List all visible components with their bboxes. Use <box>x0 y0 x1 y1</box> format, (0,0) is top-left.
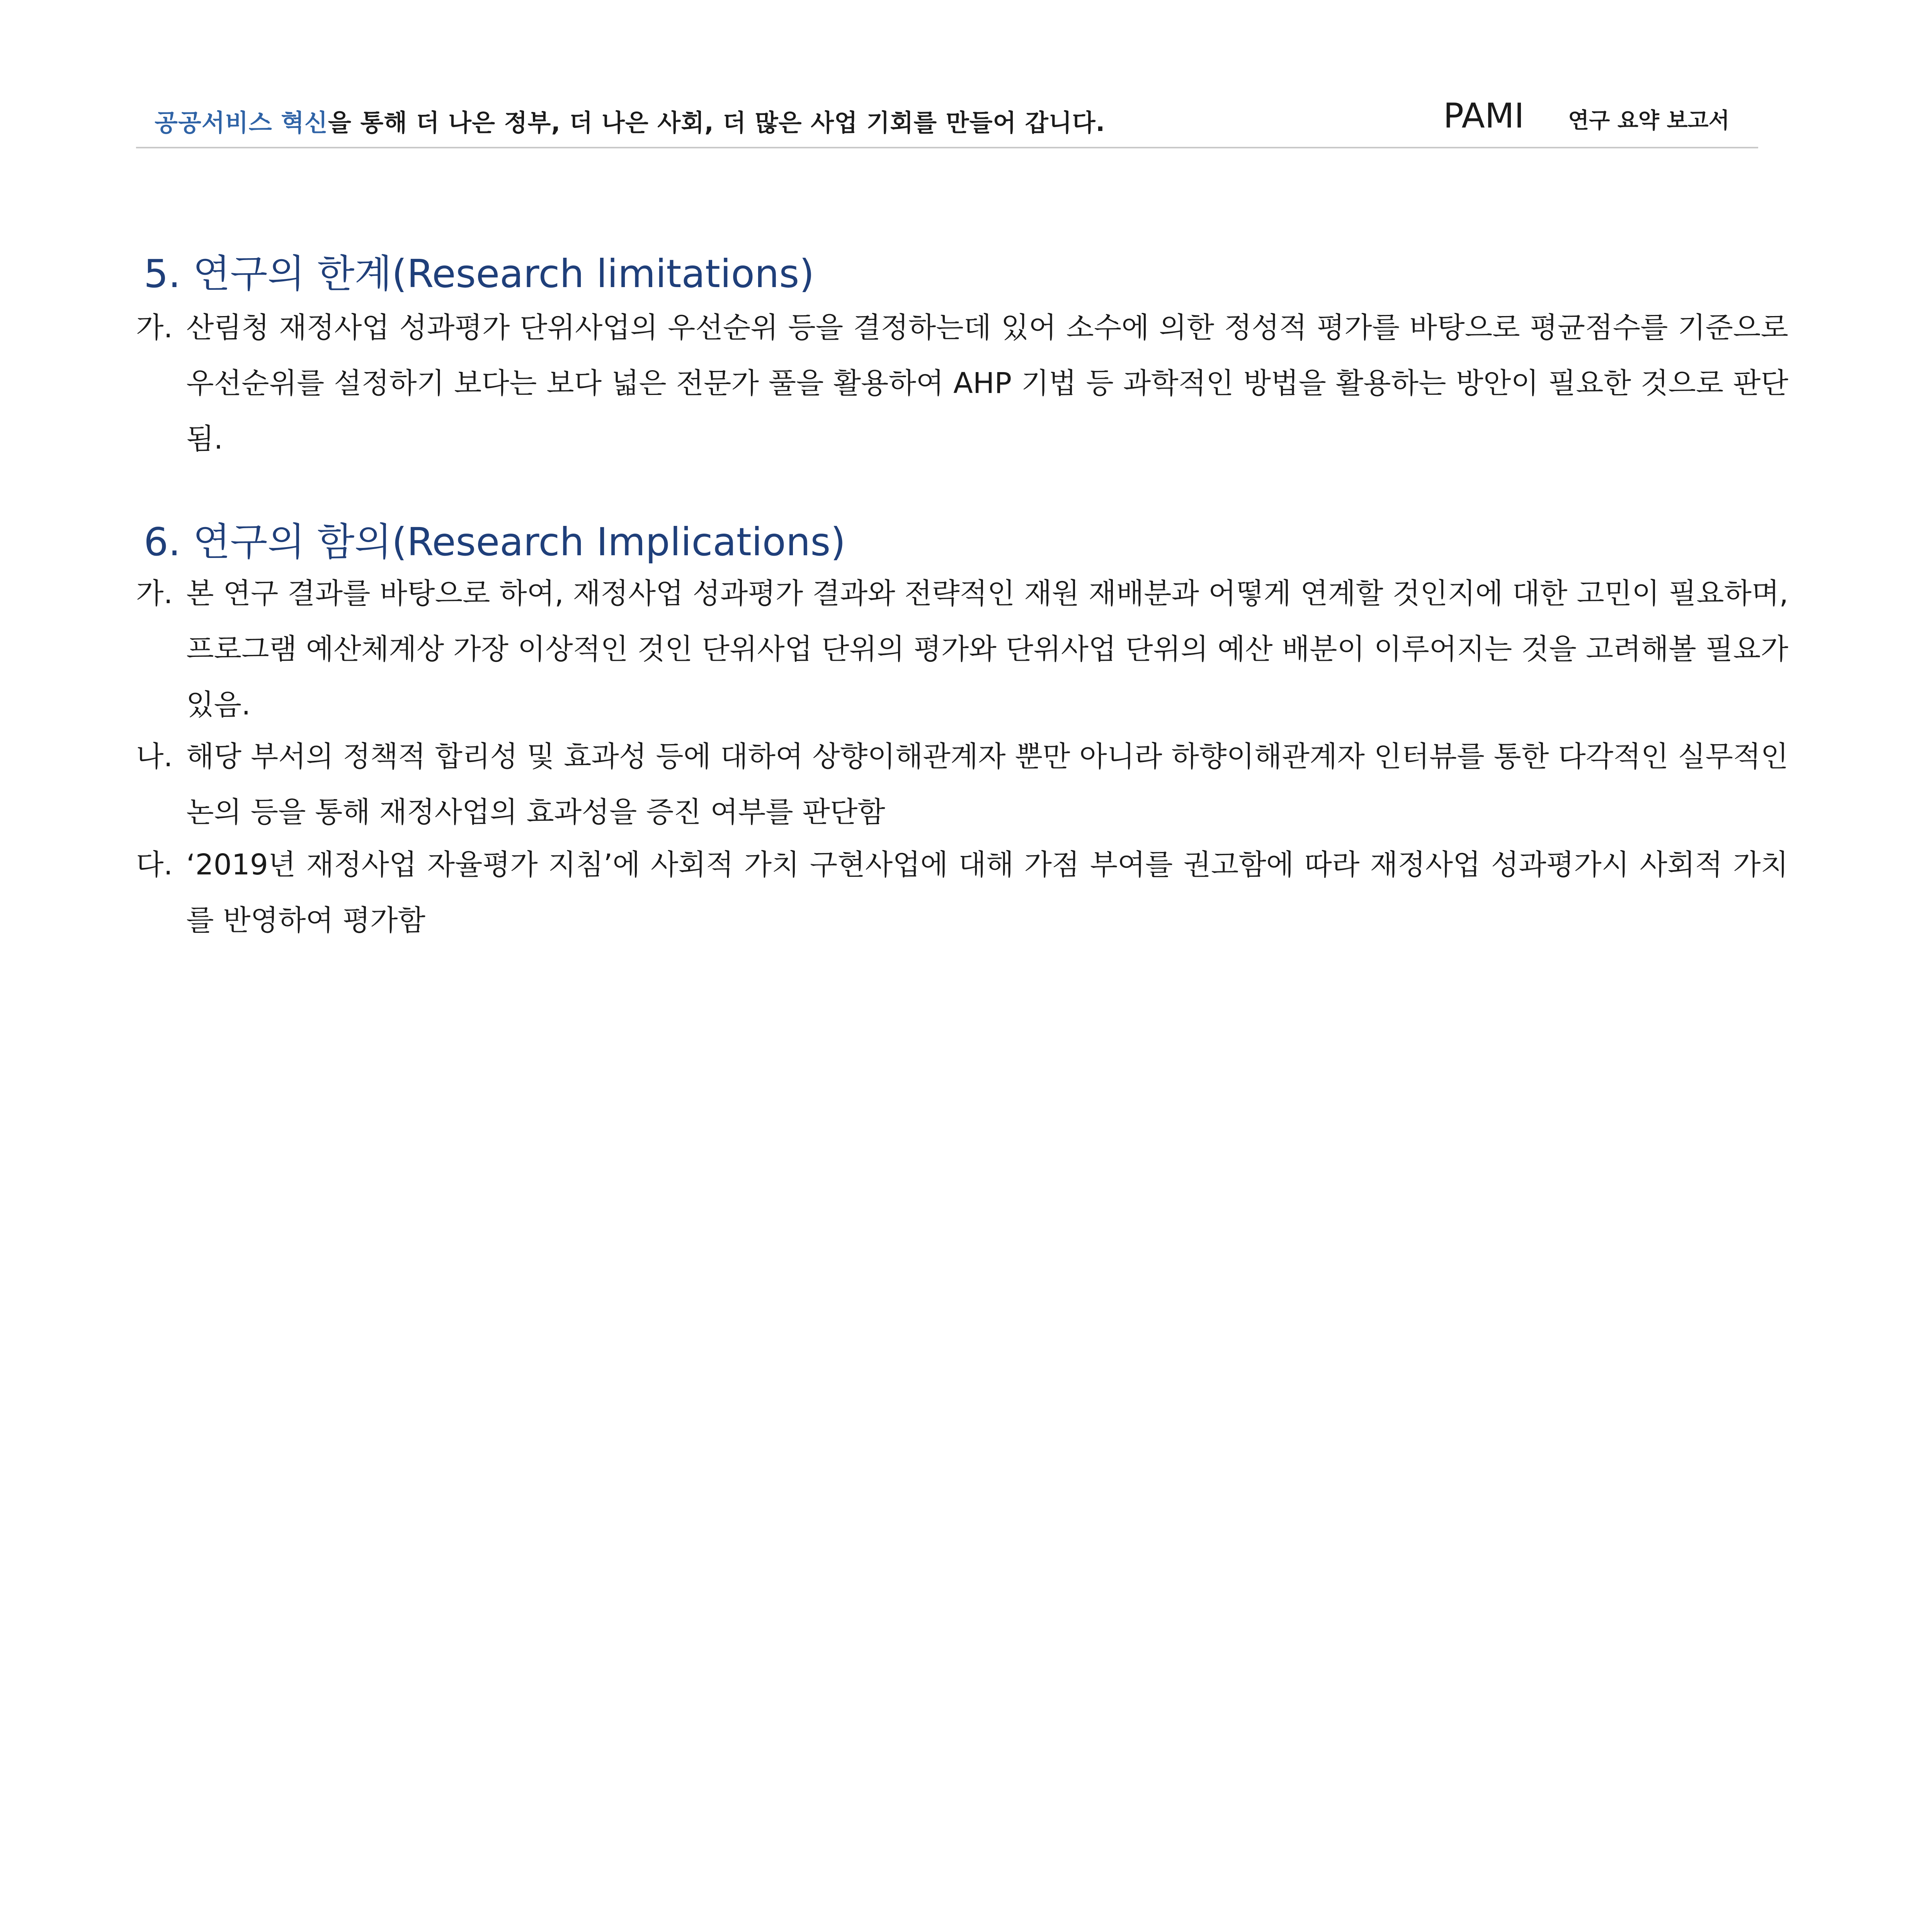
item-text: 산림청 재정사업 성과평가 단위사업의 우선순위 등을 결정하는데 있어 소수에 의한 정성적 평가를 바탕으로 평균점수를 기준으로 우선순위를 설정하기 보다는 보다 넓은 전문가 풀을 활용하여 AHP 기법 등 과학적인 방법을 활용하는 방안이 필요한 것으로 판단됨. <box>186 311 1788 456</box>
item-text: 해당 부서의 정책적 합리성 및 효과성 등에 대하여 상향이해관계자 뿐만 아니라 하향이해관계자 인터뷰를 통한 다각적인 실무적인 논의 등을 통해 재정사업의 효과성을 증진 여부를 판단함 <box>186 740 1788 829</box>
item-marker: 가. <box>136 311 173 344</box>
section-title-implications: 6. 연구의 함의(Research Implications) <box>144 519 846 565</box>
item-marker: 나. <box>136 740 173 773</box>
list-item <box>136 729 1788 840</box>
tagline-rest: 을 통해 더 나은 정부, 더 나은 사회, 더 많은 사업 기회를 만들어 갑니다. <box>328 109 1106 137</box>
item-text: 본 연구 결과를 바탕으로 하여, 재정사업 성과평가 결과와 전략적인 재원 재배분과 어떻게 연계할 것인지에 대한 고민이 필요하며, 프로그램 예산체계상 가장 이상적인 것인 단위사업 단위의 평가와 단위사업 단위의 예산 배분이 이루어지는 것을 고려해볼 필요가 있음. <box>186 577 1788 721</box>
list-item <box>136 837 1788 948</box>
item-text: ‘2019년 재정사업 자율평가 지침’에 사회적 가치 구현사업에 대해 가점 부여를 권고함에 따라 재정사업 성과평가시 사회적 가치를 반영하여 평가함 <box>186 848 1788 937</box>
brand-name: PAMI <box>1443 96 1524 136</box>
item-marker: 가. <box>136 577 173 610</box>
report-type: 연구 요약 보고서 <box>1568 108 1730 133</box>
list-item <box>136 566 1788 733</box>
item-marker: 다. <box>136 848 173 881</box>
header-tagline <box>155 104 1105 138</box>
header-divider <box>136 147 1758 148</box>
list-item <box>136 300 1788 467</box>
tagline-highlight: 공공서비스 혁신 <box>155 109 328 137</box>
section-title-limitations: 5. 연구의 한계(Research limitations) <box>144 251 815 296</box>
